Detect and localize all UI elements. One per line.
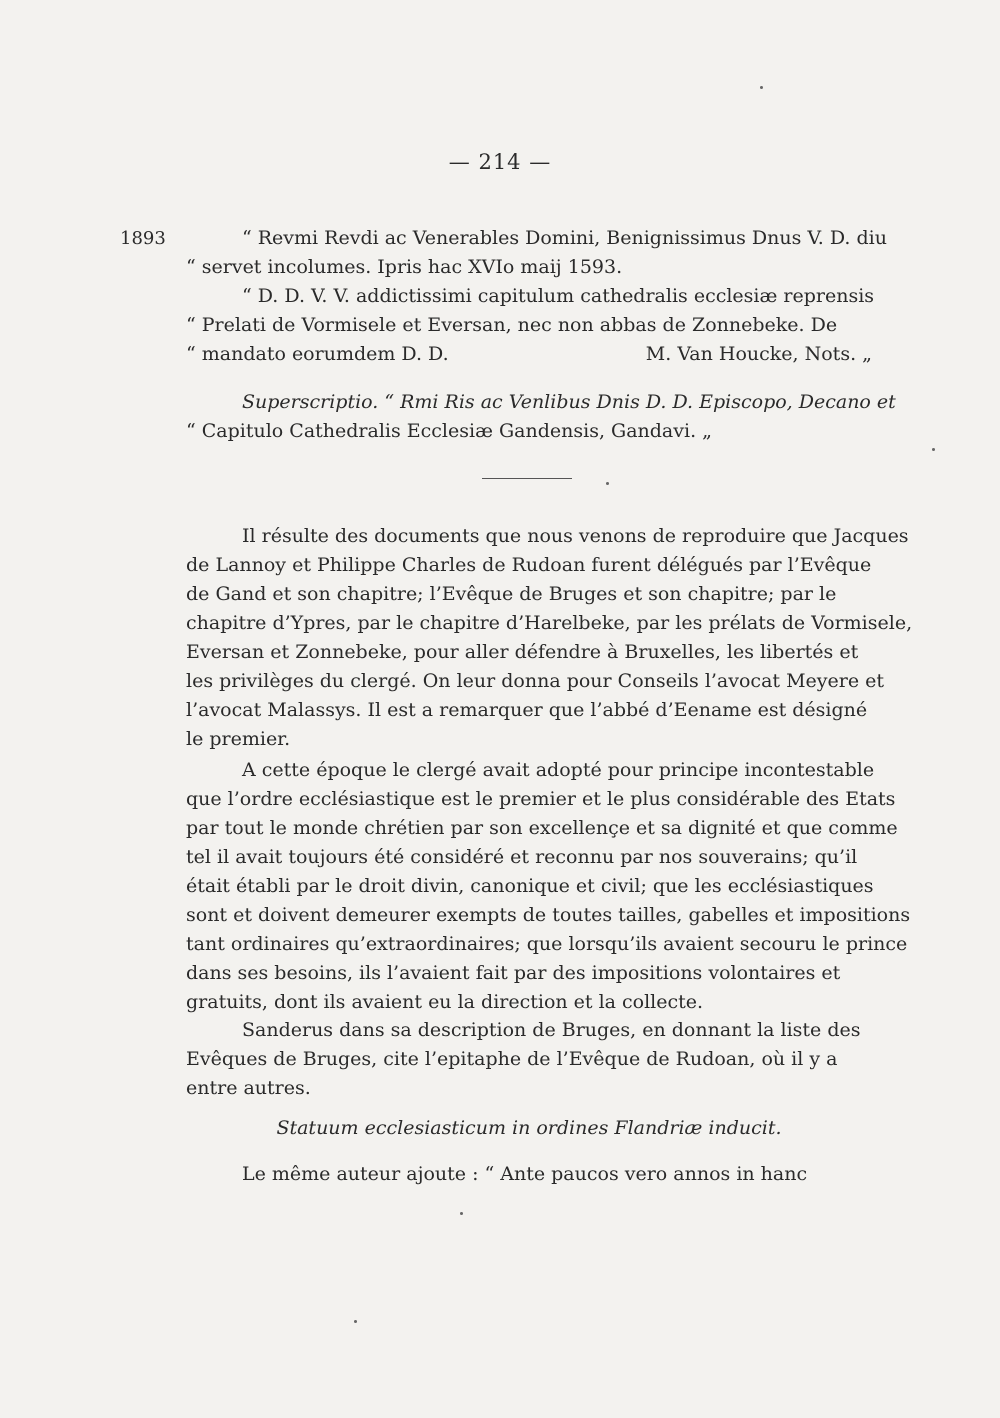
p1-line: Il résulte des documents que nous venons de reproduire que Jacques xyxy=(242,525,909,547)
p2-line: tel il avait toujours été considéré et reconnu par nos souverains; qu’il xyxy=(186,846,858,868)
p1-line: le premier. xyxy=(186,728,291,750)
paragraph-3 xyxy=(186,1016,872,1103)
letter-line-3: “ D. D. V. V. addictissimi capitulum cathedralis ecclesiæ reprensis xyxy=(242,285,875,307)
paragraph-2 xyxy=(186,756,911,1017)
superscription-line-1: Superscriptio. “ Rmi Ris ac Venlibus Dnis D. D. Episcopo, Decano et xyxy=(242,391,896,413)
letter-signature: M. Van Houcke, Nots. „ xyxy=(645,343,872,365)
p3-line: entre autres. xyxy=(186,1077,311,1099)
p2-line: tant ordinaires qu’extraordinaires; que lorsqu’ils avaient secouru le prince xyxy=(186,933,908,955)
p3-line: Evêques de Bruges, cite l’epitaphe de l’Evêque de Rudoan, où il y a xyxy=(186,1048,838,1070)
p2-line: A cette époque le clergé avait adopté pour principe incontestable xyxy=(242,759,875,781)
p2-line: dans ses besoins, ils l’avaient fait par des impositions volontaires et xyxy=(186,962,841,984)
last-paragraph xyxy=(186,1160,872,1189)
speck xyxy=(354,1320,357,1323)
p1-line: l’avocat Malassys. Il est a remarquer que l’abbé d’Eename est désigné xyxy=(186,699,868,721)
p1-line: de Lannoy et Philippe Charles de Rudoan furent délégués par l’Evêque xyxy=(186,554,872,576)
p2-line: par tout le monde chrétien par son excellençe et sa dignité et que comme xyxy=(186,817,898,839)
p1-line: les privilèges du clergé. On leur donna pour Conseils l’avocat Meyere et xyxy=(186,670,884,692)
p1-line: chapitre d’Ypres, par le chapitre d’Harelbeke, par les prélats de Vormisele, xyxy=(186,612,913,634)
speck xyxy=(760,86,763,89)
letter-line-1: “ Revmi Revdi ac Venerables Domini, Benignissimus Dnus V. D. diu xyxy=(242,227,887,249)
section-divider xyxy=(482,478,572,479)
last-line: Le même auteur ajoute : “ Ante paucos vero annos in hanc xyxy=(242,1163,808,1185)
speck xyxy=(932,448,935,451)
p1-line: Eversan et Zonnebeke, pour aller défendre à Bruxelles, les libertés et xyxy=(186,641,859,663)
p2-line: sont et doivent demeurer exempts de toutes tailles, gabelles et impositions xyxy=(186,904,911,926)
p1-line: de Gand et son chapitre; l’Evêque de Bruges et son chapitre; par le xyxy=(186,583,837,605)
letter-block xyxy=(186,224,887,369)
letter-line-2: “ servet incolumes. Ipris hac XVIo maij 1593. xyxy=(186,256,623,278)
p2-line: était établi par le droit divin, canonique et civil; que les ecclésiastiques xyxy=(186,875,874,897)
letter-line-4: “ Prelati de Vormisele et Eversan, nec non abbas de Zonnebeke. De xyxy=(186,314,838,336)
superscription-block xyxy=(186,388,896,446)
superscription-line-2: “ Capitulo Cathedralis Ecclesiæ Gandensis, Gandavi. „ xyxy=(186,420,712,442)
speck xyxy=(460,1212,463,1215)
epitaph-quote: Statuum ecclesiasticum in ordines Flandriæ inducit. xyxy=(276,1117,782,1139)
letter-line-5 xyxy=(186,340,872,369)
speck xyxy=(606,482,609,485)
p2-line: gratuits, dont ils avaient eu la direction et la collecte. xyxy=(186,991,704,1013)
paragraph-1 xyxy=(186,522,913,754)
margin-year: 1893 xyxy=(120,228,166,249)
p3-line: Sanderus dans sa description de Bruges, en donnant la liste des xyxy=(242,1019,861,1041)
letter-line-5-left: “ mandato eorumdem D. D. xyxy=(186,343,449,365)
p2-line: que l’ordre ecclésiastique est le premier et le plus considérable des Etats xyxy=(186,788,896,810)
page-number: — 214 — xyxy=(448,150,552,174)
